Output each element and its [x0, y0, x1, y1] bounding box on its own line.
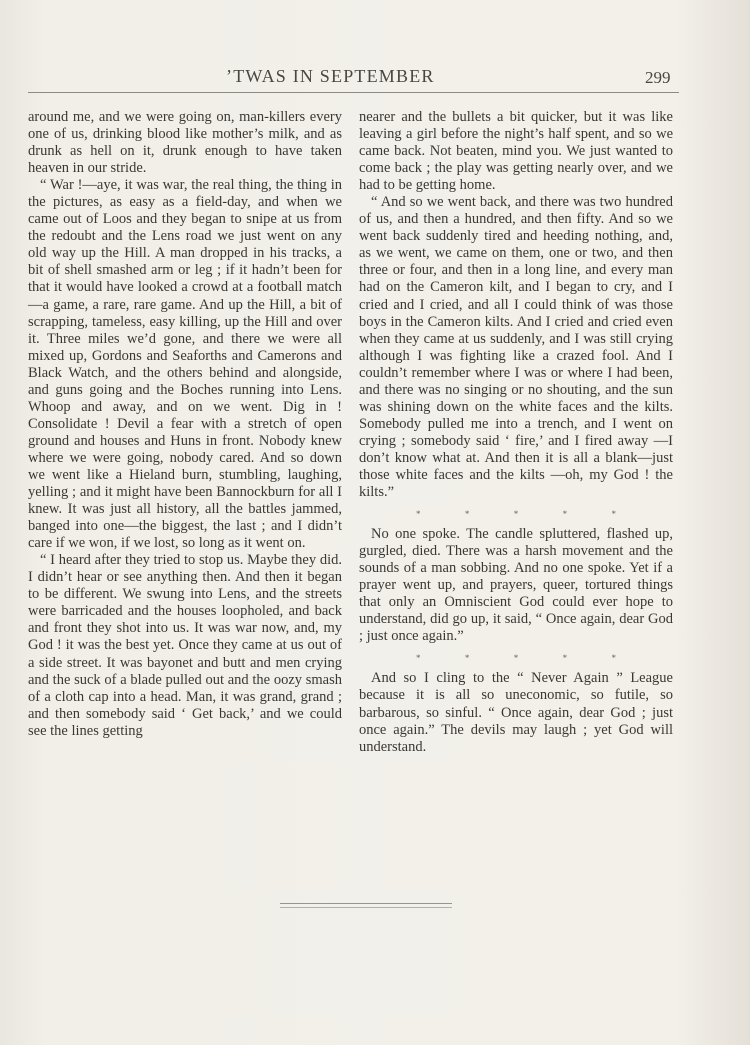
- paragraph: “ I heard after they tried to stop us. Maybe they did. I didn’t hear or see anything then. And then it began to be different. We swung into Lens, and the streets were barricaded and the houses loopholed, and back and front they shot into us. It was war now, and, my God ! it was the best yet. Once they came at us out of a side street. It was bayonet and butt and men crying and the suck of a blade pulled out and the oozy smash of a cloth cap into a head. Man, it was grand, grand ; and then somebody said ‘ Get back,’ and we could see the lines getting: [28, 552, 342, 739]
- header-rule: [28, 92, 679, 93]
- asterisk: *: [611, 653, 616, 664]
- asterisk: *: [464, 653, 470, 664]
- paragraph: No one spoke. The candle spluttered, flashed up, gurgled, died. There was a harsh movement and the sounds of a man sobbing. And no one spoke. Yet if a prayer went up, and prayers, queer, tortured things that only an Omniscient God could ever hope to understand, did go up, it said, “ Once again, dear God ; just once again.”: [359, 526, 673, 645]
- paragraph: “ And so we went back, and there was two hundred of us, and then a hundred, and then fifty. And so we went back suddenly tired and heeding nothing, and, as we went, we came on them, one or two, and then three or four, and then in a long line, and every man had on the Cameron kilt, and I began to cry, and I cried and I cried, and all I could think of was those boys in the Cameron kilts. And I cried and cried even when they came at us suddenly, and I was still crying although I was fighting like a crazed fool. And I couldn’t remember where I was or where I had been, and there was no singing or no shouting, and the sun was shining down on the white faces and the kilts. Somebody pulled me into a trench, and I went on crying ; somebody said ‘ fire,’ and I fired away —I don’t know what at. And then it is all a blank—just those white faces and the kilts —oh, my God ! the kilts.”: [359, 194, 673, 501]
- running-title: ’TWAS IN SEPTEMBER: [226, 66, 435, 86]
- asterisk: *: [416, 653, 421, 664]
- asterisk: *: [562, 509, 568, 520]
- left-column: [28, 109, 342, 740]
- paragraph: And so I cling to the “ Never Again ” League because it is all so uneconomic, so futile, so barbarous, so sinful. “ Once again, dear God ; just once again.” The devils may laugh ; yet God will understand.: [359, 670, 673, 755]
- end-rule: [280, 903, 452, 908]
- asterisk: *: [513, 653, 519, 664]
- paragraph: around me, and we were going on, man-killers every one of us, drinking blood like mother’s milk, and as drunk as hell on it, drunk enough to have taken heaven in our stride.: [28, 109, 342, 177]
- asterisk: *: [562, 653, 568, 664]
- running-header: [0, 66, 750, 96]
- asterisk: *: [513, 509, 519, 520]
- asterisk: *: [416, 509, 421, 520]
- page-number: 299: [645, 68, 671, 87]
- paragraph: “ War !—aye, it was war, the real thing, the thing in the pictures, as easy as a field-day, and when we came out of Loos and they began to snipe at us from the redoubt and the Lens road we just went on any old way up the Hill. A man dropped in his tracks, a bit of shell smashed arm or leg ; if it hadn’t been for that it would have looked a crowd at a football match—a game, a rare, rare game. And up the Hill, a bit of scrapping, tameless, easy killing, up the Hill and over it. Three miles we’d gone, and there we were all mixed up, Gordons and Seaforths and Camerons and Black Watch, and the others behind and alongside, and guns going and the Boches running into Lens. Whoop and away, and on we went. Dig in ! Consolidate ! Devil a fear with a stretch of open ground and houses and Huns in front. Nobody knew where we were going, nobody cared. And so down we went like a Hieland burn, stumbling, laughing, yelling ; and it might have been Bannockburn for all I knew. It was just all history, all the battles jammed, banged into one—the biggest, the last ; and I didn’t care if we won, if we lost, so long as it went on.: [28, 177, 342, 552]
- section-break: [416, 508, 616, 520]
- asterisk: *: [611, 509, 616, 520]
- section-break: [416, 652, 616, 664]
- asterisk: *: [464, 509, 470, 520]
- right-column: [359, 109, 673, 756]
- paragraph: nearer and the bullets a bit quicker, but it was like leaving a girl before the night’s half spent, and so we came back. Not beaten, mind you. We just wanted to come back ; the play was getting nearly over, and we had to be getting home.: [359, 109, 673, 194]
